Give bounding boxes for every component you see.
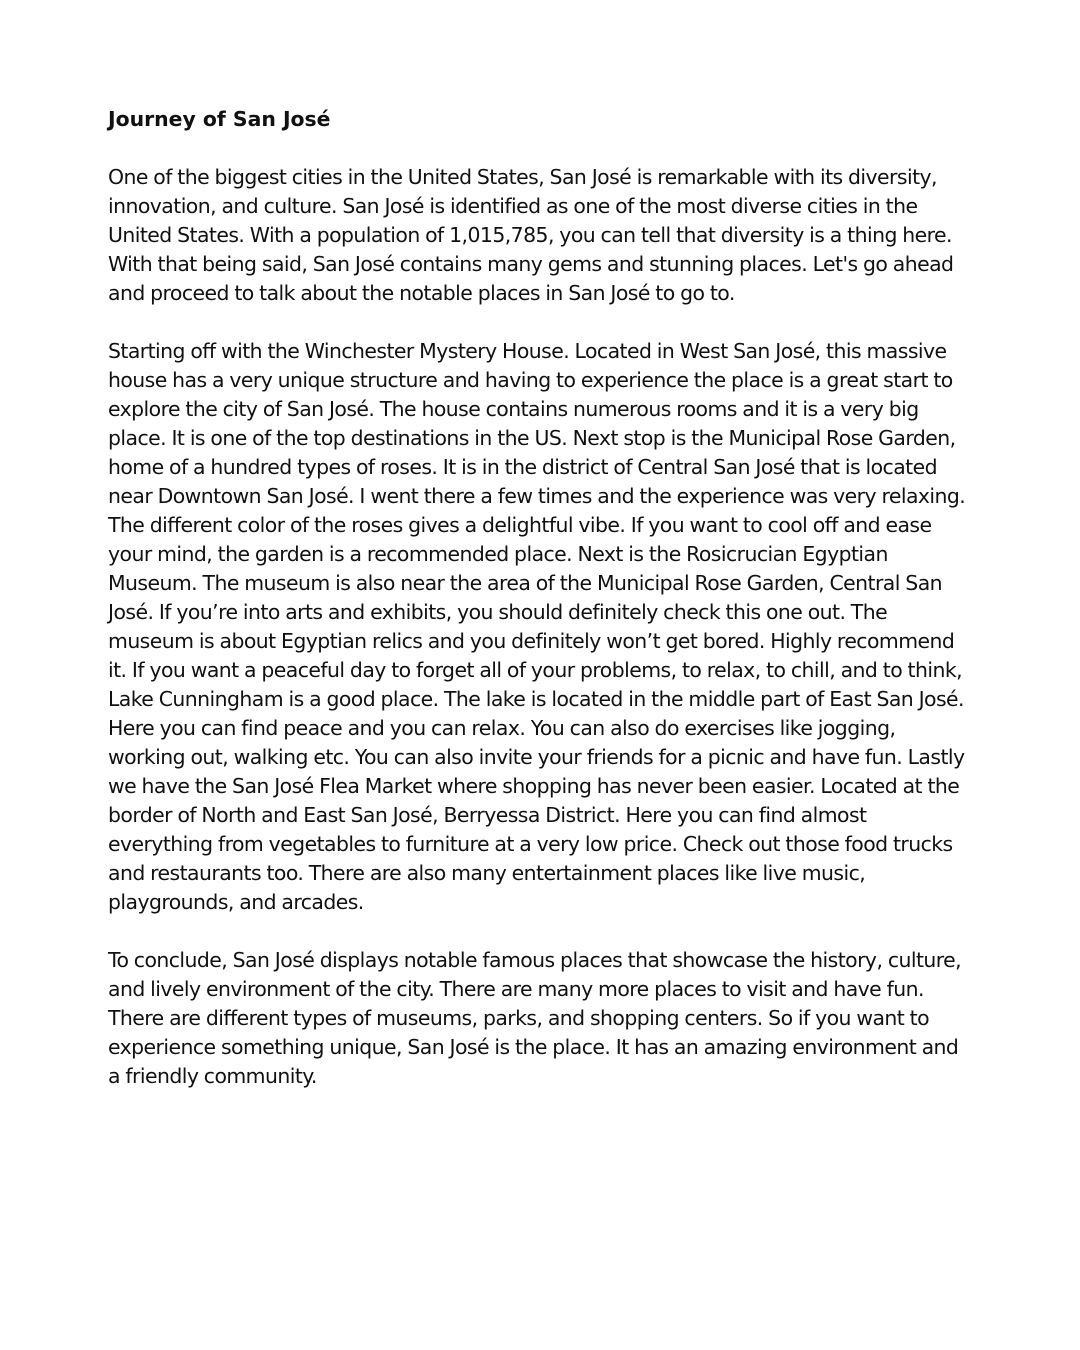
paragraph-conclusion: To conclude, San José displays notable famous places that showcase the history, culture, and lively environment of the city. There are many more places to visit and have fun. There are different types of museums, parks, and shopping centers. So if you want to experience something unique, San José is the place. It has an amazing environment and a friendly community.: [108, 948, 962, 1088]
document-title: Journey of San José: [108, 107, 331, 131]
paragraph-places: Starting off with the Winchester Mystery House. Located in West San José, this massive house has a very unique structure and having to experience the place is a great start to explore the city of San José. The house contains numerous rooms and it is a very big place. It is one of the top destinations in the US. Next stop is the Municipal Rose Garden, home of a hundred types of roses. It is in the district of Central San José that is located near Downtown San José. I went there a few times and the experience was very relaxing. The different color of the roses gives a delightful vibe. If you want to cool off and ease your mind, the garden is a recommended place. Next is the Rosicrucian Egyptian Museum. The museum is also near the area of the Municipal Rose Garden, Central San José. If you’re into arts and exhibits, you should definitely check this one out. The museum is about Egyptian relics and you definitely won’t get bored. Highly recommend it. If you want a peaceful day to forget all of your problems, to relax, to chill, and to think, Lake Cunningham is a good place. The lake is located in the middle part of East San José. Here you can find peace and you can relax. You can also do exercises like jogging, working out, walking etc. You can also invite your friends for a picnic and have fun. Lastly we have the San José Flea Market where shopping has never been easier. Located at the border of North and East San José, Berryessa District. Here you can find almost everything from vegetables to furniture at a very low price. Check out those food trucks and restaurants too. There are also many entertainment places like live music, playgrounds, and arcades.: [108, 339, 966, 914]
document-page: [108, 105, 974, 1120]
paragraph-intro: One of the biggest cities in the United States, San José is remarkable with its diversity, innovation, and culture. San José is identified as one of the most diverse cities in the United States. With a population of 1,015,785, you can tell that diversity is a thing here. With that being said, San José contains many gems and stunning places. Let's go ahead and proceed to talk about the notable places in San José to go to.: [108, 165, 954, 305]
